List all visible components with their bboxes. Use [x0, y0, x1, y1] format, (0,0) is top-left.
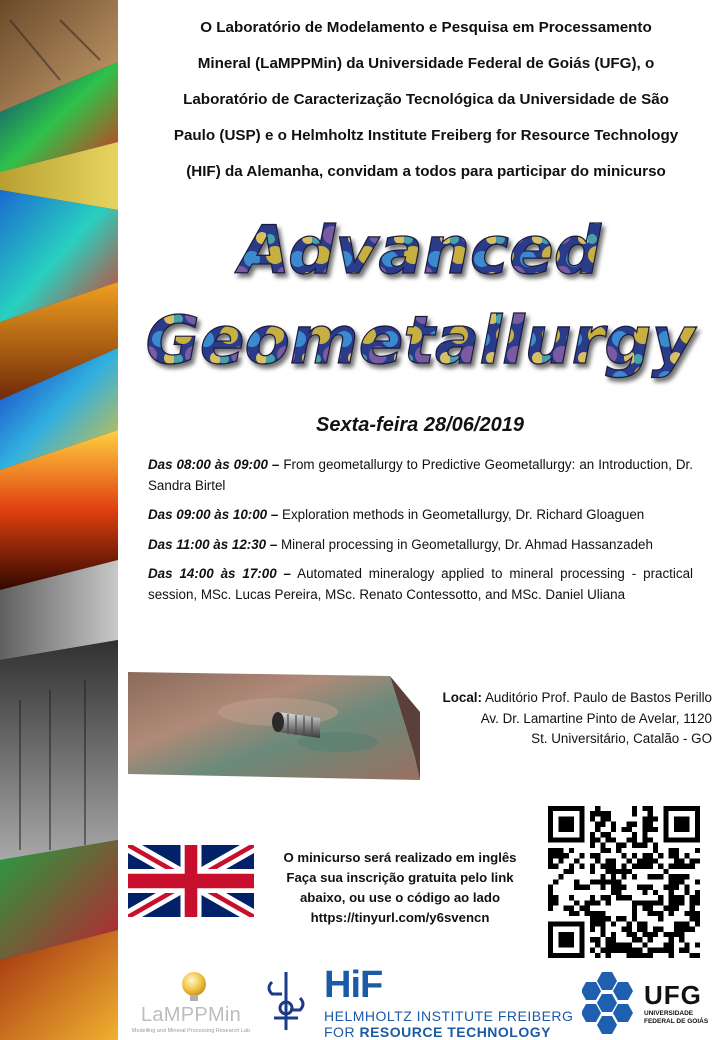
hexagon-cluster-icon [582, 968, 642, 1036]
qr-code[interactable] [548, 806, 700, 958]
intro-line: O Laboratório de Modelamento e Pesquisa em Processamento [200, 19, 652, 36]
session-desc: Automated mineralogy applied to mineral processing - practical session, MSc. Lucas Pereira, MSc. Renato Contessotto, and MSc. Daniel Uliana [148, 566, 693, 602]
registration-link[interactable]: https://tinyurl.com/y6svencn [310, 910, 490, 925]
session-time: Das 14:00 às 17:00 – [148, 566, 291, 581]
session-item [148, 535, 693, 556]
lamppmin-logo [128, 968, 254, 1038]
ufg-logo [582, 968, 718, 1036]
intro-line: (HIF) da Alemanha, convidam a todos para participar do minicurso [186, 163, 666, 180]
session-desc: Mineral processing in Geometallurgy, Dr. Ahmad Hassanzadeh [281, 536, 653, 552]
venue-info [400, 688, 712, 750]
session-time: Das 11:00 às 12:30 – [148, 536, 278, 552]
registration-info [262, 848, 538, 928]
venue-line-1: Auditório Prof. Paulo de Bastos Perillo [484, 690, 712, 705]
hif-wordmark: HiF [324, 964, 383, 1006]
session-item [148, 564, 693, 605]
registration-note-2: abaixo, ou use o código ao lado [299, 890, 501, 905]
uk-flag-icon [128, 845, 254, 917]
session-list [148, 455, 693, 614]
photo-collage [0, 0, 118, 1040]
title-line-1: Advanced [239, 212, 601, 289]
title-line-2: Geometallurgy [145, 302, 695, 379]
venue-line-3: St. Universitário, Catalão - GO [531, 731, 712, 746]
ufg-subtitle: UNIVERSIDADE FEDERAL DE GOIÁS [644, 1010, 709, 1025]
hif-name-line-2b: RESOURCE TECHNOLOGY [359, 1024, 551, 1040]
intro-text [150, 10, 702, 190]
lct-usp-logo [264, 968, 308, 1034]
intro-line: Paulo (USP) e o Helmholtz Institute Freiberg for Resource Technology [173, 127, 679, 144]
lamppmin-subtitle: Modelling and Mineral Processing Research Lab [131, 1028, 251, 1034]
hif-logo [322, 964, 574, 1040]
session-time: Das 09:00 às 10:00 – [148, 507, 279, 522]
intro-line: Laboratório de Caracterização Tecnológica da Universidade de São [183, 91, 669, 108]
ufg-wordmark: UFG [644, 980, 702, 1010]
registration-note: Faça sua inscrição gratuita pelo link [286, 870, 514, 885]
photo-strip [0, 0, 118, 1040]
lamppmin-wordmark: LaMPPMin [140, 1004, 242, 1026]
hif-name-line-1: HELMHOLTZ INSTITUTE FREIBERG [324, 1008, 574, 1024]
course-title [128, 205, 720, 395]
venue-line-2: Av. Dr. Lamartine Pinto de Avelar, 1120 [480, 710, 712, 726]
course-date: Sexta-feira 28/06/2019 [316, 414, 524, 436]
hif-name-line-2a: FOR [324, 1024, 356, 1040]
session-desc: Exploration methods in Geometallurgy, Dr. Richard Gloaguen [282, 507, 645, 522]
language-note: O minicurso será realizado em inglês [283, 850, 517, 865]
intro-line: Mineral (LaMPPMin) da Universidade Federal de Goiás (UFG), o [197, 55, 655, 72]
venue-label: Local: [442, 690, 482, 705]
partner-logos [118, 962, 720, 1040]
lightbulb-icon [128, 968, 254, 1008]
session-item [148, 455, 693, 496]
drill-core-photo [128, 672, 420, 780]
session-item [148, 505, 693, 526]
session-desc: From geometallurgy to Predictive Geometallurgy: an Introduction, Dr. Sandra Birtel [148, 457, 693, 493]
session-time: Das 08:00 às 09:00 – [148, 457, 280, 472]
